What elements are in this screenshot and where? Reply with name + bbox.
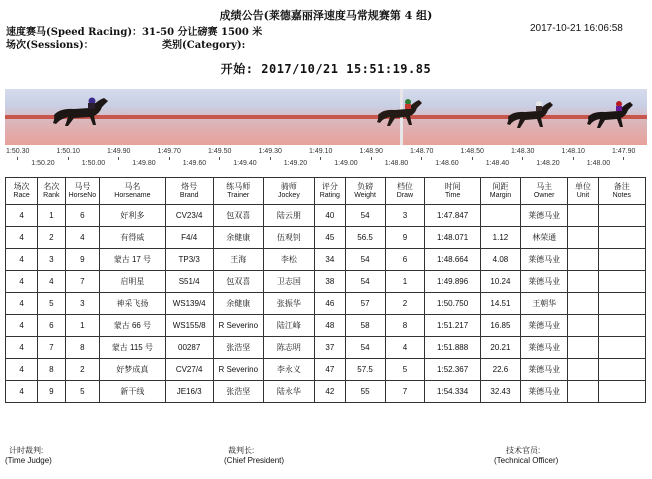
time-scale-tick [320,157,321,160]
table-cell: 卫志国 [263,271,314,293]
table-cell [598,205,646,227]
column-header [568,178,598,205]
time-scale-label: 1:49.50 [208,148,232,155]
table-cell: 神采飞扬 [100,293,165,315]
column-header-zh: 档位 [396,182,413,191]
table-header-row [6,178,646,205]
column-header [345,178,385,205]
table-cell: 45 [315,227,345,249]
time-scale-tick [421,157,422,160]
time-scale-tick [68,157,69,160]
horse-silhouette-icon [585,99,637,129]
time-scale-tick [219,157,220,160]
column-header [263,178,314,205]
column-header-en: Rank [43,192,60,199]
column-header [213,178,263,205]
time-scale-label: 1:48.90 [359,148,383,155]
table-cell [568,315,598,337]
table-cell: 4 [6,205,38,227]
column-header-en: Draw [396,192,414,199]
time-scale-label: 1:48.80 [384,160,409,167]
column-header-en: Rating [319,192,340,199]
column-header-zh: 间距 [492,182,509,191]
table-cell: 4 [6,381,38,403]
column-header [65,178,100,205]
table-cell: 余健康 [213,293,263,315]
table-cell: 2 [385,293,425,315]
table-cell: 56.5 [345,227,385,249]
table-cell: 王海 [213,249,263,271]
table-cell: 1:47.847 [425,205,481,227]
table-cell: 58 [345,315,385,337]
table-cell: 莱德马业 [520,337,568,359]
table-cell: 张振华 [263,293,314,315]
horse-silhouette-icon [505,99,557,129]
table-row [6,249,646,271]
table-cell: 莱德马业 [520,271,568,293]
table-cell: JE16/3 [165,381,213,403]
table-cell: 2 [38,227,65,249]
table-cell: R Severino [213,315,263,337]
table-cell [598,227,646,249]
table-cell: 包双喜 [213,205,263,227]
table-cell: 蒙古 115 号 [100,337,165,359]
table-cell: 1.12 [480,227,520,249]
table-cell: 1:48.664 [425,249,481,271]
table-row [6,227,646,249]
table-cell: 6 [385,249,425,271]
time-scale-label: 1:49.70 [157,148,181,155]
table-cell [598,293,646,315]
table-cell: 54 [345,271,385,293]
column-header-en: Unit [576,192,590,199]
time-scale-tick [270,157,271,160]
horse-silhouette-icon [375,97,425,127]
table-cell: 6 [38,315,65,337]
table-cell: 4.08 [480,249,520,271]
table-cell: 4 [6,359,38,381]
table-row [6,315,646,337]
table-row [6,293,646,315]
time-scale-label: 1:47.90 [612,148,636,155]
time-judge-label-zh: 计时裁判: [9,446,44,455]
table-cell: 5 [385,359,425,381]
table-cell: 4 [6,227,38,249]
table-cell: 9 [385,227,425,249]
time-scale-label: 1:49.80 [132,160,156,167]
table-cell: 57.5 [345,359,385,381]
table-cell: 王朝华 [520,293,568,315]
time-scale-label: 1:49.00 [334,160,358,167]
table-cell: 张浩坚 [213,381,263,403]
time-scale-label: 1:49.10 [309,148,333,155]
table-cell: 陆云朋 [263,205,314,227]
table-cell: 8 [38,359,65,381]
table-cell: 好利多 [100,205,165,227]
table-cell: 16.85 [480,315,520,337]
time-scale-label: 1:48.20 [536,160,560,167]
table-cell: 9 [38,381,65,403]
table-cell [568,337,598,359]
column-header-zh: 练马师 [226,182,251,191]
table-cell: 14.51 [480,293,520,315]
table-cell: 57 [345,293,385,315]
table-cell: 余健康 [213,227,263,249]
time-scale-label: 1:49.20 [283,160,308,167]
time-scale-label: 1:48.30 [511,148,535,155]
table-cell: 陆江峰 [263,315,314,337]
table-cell: R Severino [213,359,263,381]
table-row [6,271,646,293]
column-header-zh: 马主 [536,182,553,191]
time-scale-tick [522,157,523,160]
column-header-en: Owner [533,192,555,199]
column-header-zh: 评分 [321,182,338,191]
table-cell: 莱德马业 [520,249,568,271]
time-scale-tick [573,157,574,160]
column-header [38,178,65,205]
table-row [6,205,646,227]
time-judge-label-en: (Time Judge) [5,456,52,465]
column-header [100,178,165,205]
column-header-en: Horsename [114,192,151,199]
chief-president-label-en: (Chief President) [224,456,285,465]
table-cell: S51/4 [165,271,213,293]
table-cell: 莱德马业 [520,315,568,337]
time-scale-label: 1:48.00 [586,160,611,167]
table-cell [598,381,646,403]
column-header-en: Notes [612,192,631,199]
time-scale-label: 1:48.10 [561,148,585,155]
table-cell: 1:48.071 [425,227,481,249]
time-scale-label: 1:50.00 [81,160,106,167]
table-cell: 2 [65,359,100,381]
page-title: 成绩公告(莱德嘉丽泽速度马常规赛第 4 组) [219,9,433,22]
table-cell [598,271,646,293]
column-header-zh: 负磅 [357,182,374,191]
table-cell: 4 [6,315,38,337]
column-header [425,178,481,205]
table-cell: 3 [38,249,65,271]
table-cell: 好梦成真 [100,359,165,381]
table-cell: 蒙古 17 号 [100,249,165,271]
column-header-en: Time [444,192,461,199]
table-cell: 1:52.367 [425,359,481,381]
photo-finish-time-scale [5,147,647,171]
table-cell [568,227,598,249]
table-cell: 蒙古 66 号 [100,315,165,337]
table-row [6,381,646,403]
column-header-en: Race [13,192,30,199]
table-cell: TP3/3 [165,249,213,271]
column-header-zh: 时间 [444,182,461,191]
time-scale-label: 1:48.60 [435,160,459,167]
column-header-zh: 场次 [13,182,30,191]
category-label: 类别(Category): [162,40,246,51]
column-header [385,178,425,205]
column-header [315,178,345,205]
table-cell: 3 [65,293,100,315]
race-name: 速度赛马(Speed Racing)：31-50 分让磅赛 1500 米 [6,27,263,38]
table-cell: 张浩坚 [213,337,263,359]
time-scale-label: 1:49.30 [258,148,282,155]
column-header [480,178,520,205]
time-scale-tick [118,157,119,160]
table-cell: 54 [345,249,385,271]
table-cell: 54 [345,337,385,359]
table-cell: 1 [38,205,65,227]
column-header-zh: 马号 [74,182,91,191]
table-cell: 7 [385,381,425,403]
column-header-zh: 名次 [43,182,60,191]
table-cell: 陈志明 [263,337,314,359]
table-cell: 启明星 [100,271,165,293]
table-cell: 1:51.888 [425,337,481,359]
report-datetime: 2017-10-21 16:06:58 [530,23,623,34]
table-cell: 李永义 [263,359,314,381]
table-cell: 47 [315,359,345,381]
time-scale-tick [623,157,624,160]
table-cell: 46 [315,293,345,315]
table-cell [568,271,598,293]
technical-officer-label-en: (Technical Officer) [494,456,559,465]
table-cell: 4 [65,227,100,249]
table-row [6,359,646,381]
table-cell [598,315,646,337]
table-cell: 1:50.750 [425,293,481,315]
results-table [5,177,646,403]
sessions-label: 场次(Sessions)： [6,40,94,51]
table-cell: 7 [38,337,65,359]
table-cell: 新干线 [100,381,165,403]
table-cell: 48 [315,315,345,337]
table-cell: 有得威 [100,227,165,249]
table-cell: 37 [315,337,345,359]
table-cell: 8 [65,337,100,359]
table-cell: 莱德马业 [520,205,568,227]
table-cell: 1:49.896 [425,271,481,293]
horse-silhouette-icon [50,95,112,127]
table-cell: 20.21 [480,337,520,359]
table-cell: CV27/4 [165,359,213,381]
time-scale-label: 1:48.50 [460,148,484,155]
table-cell: 1 [65,315,100,337]
table-cell: 3 [385,205,425,227]
time-scale-tick [371,157,372,160]
table-cell: 7 [65,271,100,293]
time-scale-label: 1:49.40 [233,160,257,167]
table-cell: 林荣通 [520,227,568,249]
column-header [6,178,38,205]
table-cell: 38 [315,271,345,293]
table-cell [568,381,598,403]
table-cell: F4/4 [165,227,213,249]
column-header-zh: 备注 [613,182,630,191]
table-cell [480,205,520,227]
table-cell: 陆永华 [263,381,314,403]
table-cell: WS139/4 [165,293,213,315]
column-header [165,178,213,205]
column-header-en: Brand [179,192,199,199]
table-cell: 李松 [263,249,314,271]
column-header-en: Jockey [278,192,300,199]
photo-finish-image [5,89,647,145]
table-cell [568,249,598,271]
table-cell: 55 [345,381,385,403]
table-cell: WS155/8 [165,315,213,337]
time-scale-label: 1:50.20 [31,160,55,167]
time-scale-label: 1:49.90 [107,148,131,155]
column-header [598,178,646,205]
time-scale-label: 1:49.60 [182,160,207,167]
time-scale-tick [169,157,170,160]
table-cell: 4 [6,271,38,293]
time-scale-tick [472,157,473,160]
start-time: 开始: 2017/10/21 15:51:19.85 [220,62,432,76]
table-cell: 8 [385,315,425,337]
column-header-en: Weight [354,192,376,199]
table-cell: 54 [345,205,385,227]
technical-officer-label-zh: 技术官员: [506,446,541,455]
time-scale-label: 1:50.10 [56,148,80,155]
time-scale-label: 1:50.30 [6,148,30,155]
table-cell: 42 [315,381,345,403]
table-cell: 1:54.334 [425,381,481,403]
table-row [6,337,646,359]
table-cell: 00287 [165,337,213,359]
table-cell: 4 [385,337,425,359]
time-scale-label: 1:48.40 [485,160,510,167]
table-cell: 1:51.217 [425,315,481,337]
table-cell [598,249,646,271]
table-cell: CV23/4 [165,205,213,227]
table-cell: 5 [38,293,65,315]
column-header-en: HorseNo [68,192,97,199]
time-scale-tick [17,157,18,160]
column-header-zh: 烙号 [181,182,198,191]
column-header-zh: 单位 [574,182,591,191]
time-scale-label: 1:48.70 [410,148,434,155]
table-cell: 4 [6,293,38,315]
table-cell: 4 [6,249,38,271]
table-cell: 6 [65,205,100,227]
table-cell [598,337,646,359]
table-cell: 32.43 [480,381,520,403]
chief-president-label-zh: 裁判长: [228,446,255,455]
column-header [520,178,568,205]
column-header-zh: 骑师 [280,182,297,191]
table-cell: 莱德马业 [520,359,568,381]
table-cell: 4 [38,271,65,293]
table-cell: 40 [315,205,345,227]
column-header-en: Trainer [227,192,250,199]
table-cell: 10.24 [480,271,520,293]
table-cell: 22.6 [480,359,520,381]
table-cell: 1 [385,271,425,293]
table-cell [568,359,598,381]
table-cell: 伍观钊 [263,227,314,249]
column-header-en: Margin [489,192,512,199]
table-cell: 9 [65,249,100,271]
table-cell [568,205,598,227]
table-cell: 莱德马业 [520,381,568,403]
table-cell: 34 [315,249,345,271]
table-cell: 5 [65,381,100,403]
column-header-zh: 马名 [124,182,141,191]
table-cell: 4 [6,337,38,359]
table-cell [598,359,646,381]
table-cell: 包双喜 [213,271,263,293]
table-cell [568,293,598,315]
